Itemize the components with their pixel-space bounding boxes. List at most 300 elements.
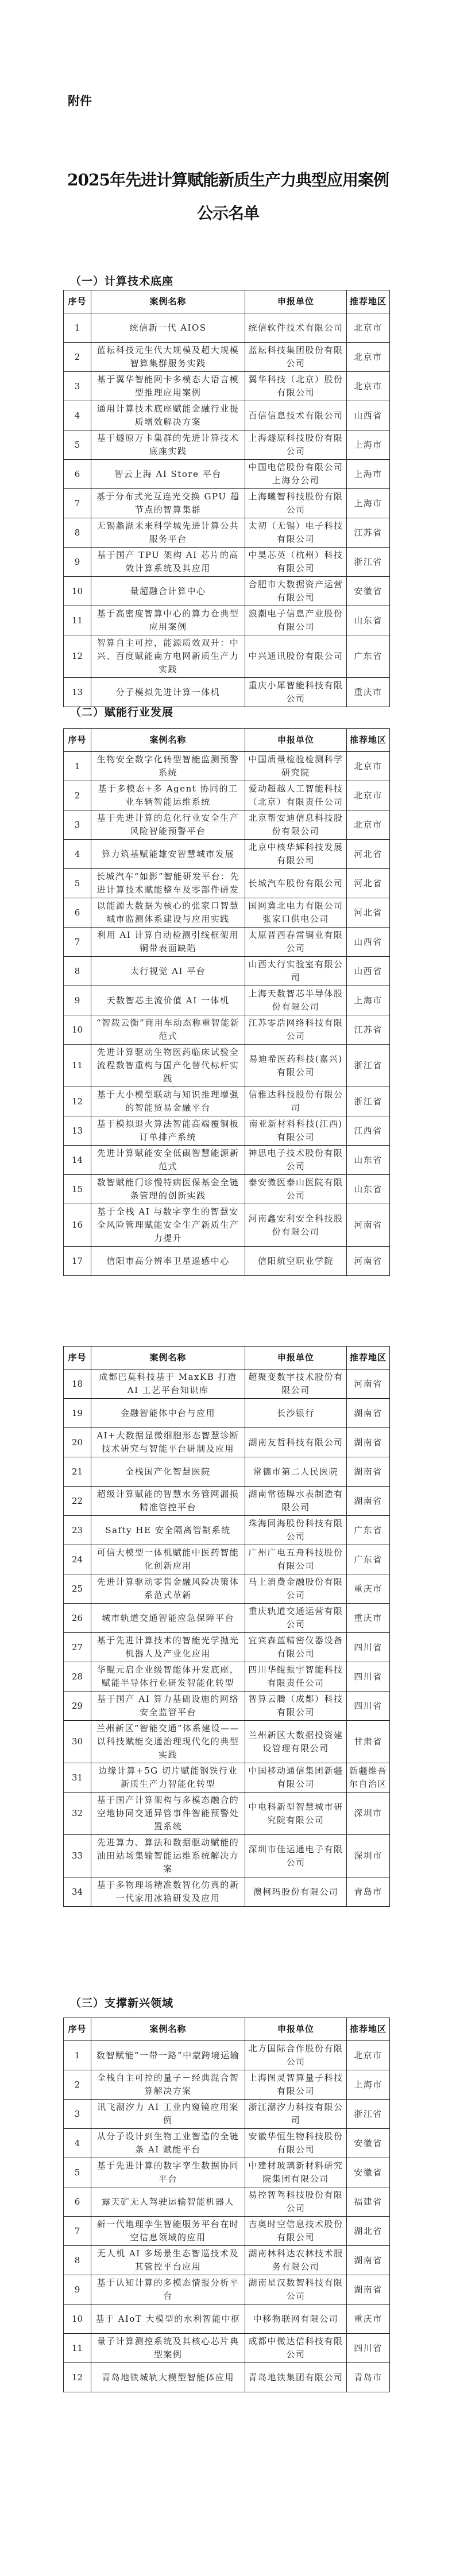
applicant-unit: 泰安微医泰山医院有限公司 [245,1175,347,1204]
row-index: 12 [64,2363,91,2392]
row-index: 9 [64,548,91,577]
row-index: 7 [64,489,91,518]
table-row [64,1662,390,1692]
case-name: 基于国产 TPU 架构 AI 芯片的高效计算系统及其应用 [91,548,245,577]
applicant-unit: 爱动超越人工智能科技（北京）有限责任公司 [245,781,347,810]
header-index: 序号 [64,290,91,313]
row-index: 6 [64,460,91,489]
case-name: 从分子设计到生物工业智造的全链条 AI 赋能平台 [91,2129,245,2158]
header-region: 推荐地区 [347,1347,390,1370]
row-index: 3 [64,810,91,840]
row-index: 3 [64,372,91,401]
recommended-region: 安徽省 [347,2158,390,2187]
recommended-region: 广东省 [347,1545,390,1574]
table-row [64,1087,390,1116]
case-name: 无锡蠡湖未来科学城先进计算公共服务平台 [91,518,245,548]
case-name: 先进算力、算法和数据驱动赋能的油田站场集输智能运维系统解决方案 [91,1835,245,1877]
recommended-region: 上海市 [347,986,390,1015]
recommended-region: 河北省 [347,869,390,898]
recommended-region: 江苏省 [347,1015,390,1045]
row-index: 7 [64,2217,91,2246]
case-name: 智算自主可控，能源质效双升：中兴、百度赋能南方电网新质生产力实践 [91,635,245,678]
case-name: 金融智能体中台与应用 [91,1399,245,1428]
header-case-name: 案例名称 [91,2018,245,2041]
table-header-row [64,290,390,313]
row-index: 18 [64,1370,91,1399]
recommended-region: 青岛市 [347,1877,390,1907]
applicant-unit: 中建材玻璃新材料研究院集团有限公司 [245,2158,347,2187]
row-index: 20 [64,1428,91,1457]
case-name: 量子计算测控系统及其核心芯片典型案例 [91,2334,245,2363]
recommended-region: 北京市 [347,313,390,343]
row-index: 1 [64,752,91,781]
recommended-region: 北京市 [347,781,390,810]
row-index: 22 [64,1487,91,1516]
header-case-name: 案例名称 [91,729,245,752]
recommended-region: 安徽省 [347,577,390,606]
recommended-region: 青岛市 [347,2363,390,2392]
recommended-region: 广东省 [347,1516,390,1545]
applicant-unit: 神思电子技术股份有限公司 [245,1146,347,1175]
applicant-unit: 长沙银行 [245,1399,347,1428]
header-index: 序号 [64,2018,91,2041]
recommended-region: 上海市 [347,489,390,518]
row-index: 6 [64,2187,91,2217]
recommended-region: 湖南省 [347,1428,390,1457]
case-name: 智云上海 AI Store 平台 [91,460,245,489]
table-row [64,1793,390,1835]
recommended-region: 福建省 [347,2187,390,2217]
recommended-region: 河南省 [347,1204,390,1247]
applicant-unit: 中国移动通信集团新疆有限公司 [245,1763,347,1793]
row-index: 25 [64,1574,91,1604]
row-index: 10 [64,1015,91,1045]
table-row [64,2246,390,2275]
case-name: 基于认知计算的多模态情报分析平台 [91,2275,245,2305]
table-row [64,518,390,548]
header-region: 推荐地区 [347,290,390,313]
applicant-unit: 成都中微达信科技有限公司 [245,2334,347,2363]
recommended-region: 上海市 [347,460,390,489]
applicant-unit: 北京帮安迪信息科技股份有限公司 [245,810,347,840]
applicant-unit: 南亚新材料科技(江西)有限公司 [245,1116,347,1146]
applicant-unit: 湖南林科达农林技术服务有限公司 [245,2246,347,2275]
table-header-row [64,2018,390,2041]
recommended-region: 北京市 [347,343,390,372]
table-row [64,2217,390,2246]
case-name: 先进计算驱动零售金融风险决策体系范式革新 [91,1574,245,1604]
recommended-region: 安徽省 [347,2129,390,2158]
recommended-region: 山东省 [347,1175,390,1204]
case-name: 成都巴莫科技基于 MaxKB 打造 AI 工艺平台知识库 [91,1370,245,1399]
case-name: AI+大数据显微细胞形态智慧诊断技术研究与智能平台研制及应用 [91,1428,245,1457]
table-row [64,2305,390,2334]
applicant-unit: 百信信息技术有限公司 [245,401,347,430]
recommended-region: 深圳市 [347,1793,390,1835]
recommended-region: 河南省 [347,1370,390,1399]
document-title: 2025年先进计算赋能新质生产力典型应用案例 [67,170,389,189]
table-row [64,401,390,430]
row-index: 12 [64,635,91,678]
recommended-region: 河北省 [347,898,390,928]
applicant-unit: 河南鑫安利安全科技股份有限公司 [245,1204,347,1247]
table-row [64,430,390,460]
row-index: 28 [64,1662,91,1692]
table-row [64,548,390,577]
recommended-region: 河南省 [347,1247,390,1276]
cases-table-section-2 [63,728,390,1276]
row-index: 5 [64,2158,91,2187]
row-index: 32 [64,1793,91,1835]
case-name: 无人机 AI 多场景生态智巡技术及其管控平台应用 [91,2246,245,2275]
applicant-unit: 中移物联网有限公司 [245,2305,347,2334]
applicant-unit: 广州广电五舟科技股份有限公司 [245,1545,347,1574]
case-name: 兰州新区“智能交通”体系建设——以科技赋能交通治理现代化的典型实践 [91,1721,245,1763]
case-name: 利用 AI 计算自动检测引线框架用铜带表面缺陷 [91,928,245,957]
case-name: 基于翼华智能网卡多模态大语言模型推理应用案例 [91,372,245,401]
table-row [64,869,390,898]
applicant-unit: 超聚变数字技术股份有限公司 [245,1370,347,1399]
row-index: 2 [64,343,91,372]
table-row [64,1763,390,1793]
row-index: 2 [64,781,91,810]
applicant-unit: 翼华科技（北京）股份有限公司 [245,372,347,401]
applicant-unit: 上海燧原科技股份有限公司 [245,430,347,460]
row-index: 11 [64,1045,91,1087]
row-index: 9 [64,986,91,1015]
table-row [64,1545,390,1574]
applicant-unit: 常德市第二人民医院 [245,1457,347,1487]
table-row [64,460,390,489]
row-index: 33 [64,1835,91,1877]
table-row [64,752,390,781]
table-row [64,2070,390,2100]
section-heading-emerging-fields: （三）支撑新兴领域 [70,1997,174,2009]
cases-table-section-2-continued [63,1346,390,1907]
attachment-label: 附件 [68,94,92,108]
row-index: 24 [64,1545,91,1574]
recommended-region: 新疆维吾尔自治区 [347,1763,390,1793]
table-row [64,781,390,810]
table-row [64,1204,390,1247]
header-region: 推荐地区 [347,729,390,752]
row-index: 5 [64,430,91,460]
row-index: 34 [64,1877,91,1907]
applicant-unit: 信雅达科技股份有限公司 [245,1087,347,1116]
table-row [64,1457,390,1487]
applicant-unit: 兰州新区大数据投资建设管理有限公司 [245,1721,347,1763]
case-name: 数智赋能“一带一路”中蒙跨境运输 [91,2041,245,2070]
applicant-unit: 湖南星汉数智科技有限公司 [245,2275,347,2305]
case-name: 太行视觉 AI 平台 [91,957,245,986]
table-row [64,2363,390,2392]
header-applicant: 申报单位 [245,290,347,313]
case-name: 先进计算赋能安全低碳智慧能源新范式 [91,1146,245,1175]
case-name: 全栈国产化智慧医院 [91,1457,245,1487]
applicant-unit: 青岛地铁集团有限公司 [245,2363,347,2392]
row-index: 2 [64,2070,91,2100]
table-row [64,577,390,606]
applicant-unit: 上海曦智科技股份有限公司 [245,489,347,518]
table-row [64,635,390,678]
section-heading-computing-foundation: （一）计算技术底座 [70,275,174,288]
row-index: 9 [64,2275,91,2305]
case-name: “智载云衡”商用车动态称重智能新范式 [91,1015,245,1045]
case-name: 露天矿无人驾驶运输智能机器人 [91,2187,245,2217]
table-row [64,343,390,372]
table-row [64,986,390,1015]
case-name: 以能源大数据为核心的张家口智慧城市监测体系建设与应用实践 [91,898,245,928]
case-name: 城市轨道交通智能应急保障平台 [91,1604,245,1633]
row-index: 13 [64,678,91,707]
cases-table-section-1 [63,290,390,707]
case-name: 基于大小模型联动与知识推理增强的智能贸易金融平台 [91,1087,245,1116]
applicant-unit: 中昊芯英（杭州）科技有限公司 [245,548,347,577]
applicant-unit: 湖南常德牌水表制造有限公司 [245,1487,347,1516]
case-name: 可信大模型一体机赋能中医药智能化创新应用 [91,1545,245,1574]
row-index: 5 [64,869,91,898]
recommended-region: 甘肃省 [347,1721,390,1763]
table-row [64,1574,390,1604]
row-index: 21 [64,1457,91,1487]
table-row [64,1835,390,1877]
applicant-unit: 中兴通讯股份有限公司 [245,635,347,678]
case-name: 分子模拟先进计算一体机 [91,678,245,707]
applicant-unit: 易迪希医药科技(嘉兴)有限公司 [245,1045,347,1087]
recommended-region: 四川省 [347,1662,390,1692]
case-name: 基于先进计算技术的智能光学抛光机器人及产业化应用 [91,1633,245,1662]
applicant-unit: 智算云腾（成都）科技有限公司 [245,1692,347,1721]
table-row [64,810,390,840]
case-name: 长城汽车“如影”智能研发平台：先进计算技术赋能整车及零部件研发 [91,869,245,898]
applicant-unit: 太原晋西春雷铜业有限公司 [245,928,347,957]
case-name: 全栈自主可控的量子－经典混合智算解决方案 [91,2070,245,2100]
applicant-unit: 上海图灵智算量子科技有限公司 [245,2070,347,2100]
table-row [64,1877,390,1907]
recommended-region: 湖北省 [347,2217,390,2246]
table-row [64,2187,390,2217]
case-name: 基于模拟退火算法智能高端覆铜板订单排产系统 [91,1116,245,1146]
header-index: 序号 [64,1347,91,1370]
applicant-unit: 马上消费金融股份有限公司 [245,1574,347,1604]
header-applicant: 申报单位 [245,1347,347,1370]
recommended-region: 北京市 [347,372,390,401]
row-index: 11 [64,606,91,635]
table-row [64,1721,390,1763]
row-index: 8 [64,2246,91,2275]
recommended-region: 四川省 [347,2334,390,2363]
table-row [64,840,390,869]
applicant-unit: 重庆轨道交通运营有限公司 [245,1604,347,1633]
row-index: 27 [64,1633,91,1662]
row-index: 7 [64,928,91,957]
recommended-region: 湖南省 [347,1457,390,1487]
table-row [64,2129,390,2158]
table-row [64,957,390,986]
case-name: 量超融合计算中心 [91,577,245,606]
recommended-region: 湖南省 [347,1487,390,1516]
applicant-unit: 太初（无锡）电子科技有限公司 [245,518,347,548]
applicant-unit: 宜宾森蓝精密仪器设备有限公司 [245,1633,347,1662]
row-index: 14 [64,1146,91,1175]
table-row [64,1428,390,1457]
row-index: 23 [64,1516,91,1545]
case-name: Safty HE 安全隔离管制系统 [91,1516,245,1545]
header-applicant: 申报单位 [245,729,347,752]
applicant-unit: 江苏零浩网络科技有限公司 [245,1015,347,1045]
table-row [64,489,390,518]
row-index: 1 [64,2041,91,2070]
row-index: 10 [64,577,91,606]
recommended-region: 山东省 [347,606,390,635]
case-name: 统信新一代 AIOS [91,313,245,343]
recommended-region: 上海市 [347,2070,390,2100]
row-index: 30 [64,1721,91,1763]
case-name: 算力筑基赋能雄安智慧城市发展 [91,840,245,869]
row-index: 6 [64,898,91,928]
row-index: 29 [64,1692,91,1721]
case-name: 信阳市高分辨率卫星遥感中心 [91,1247,245,1276]
row-index: 19 [64,1399,91,1428]
case-name: 蓝耘科技元生代大规模及超大规模智算集群服务实践 [91,343,245,372]
row-index: 10 [64,2305,91,2334]
recommended-region: 重庆市 [347,1604,390,1633]
header-region: 推荐地区 [347,2018,390,2041]
table-row [64,1633,390,1662]
applicant-unit: 湖南友哲科技有限公司 [245,1428,347,1457]
row-index: 16 [64,1204,91,1247]
table-row [64,2100,390,2129]
recommended-region: 湖南省 [347,1399,390,1428]
case-name: 基于先进计算的危化行业安全生产风险智能预警平台 [91,810,245,840]
applicant-unit: 上海天数智芯半导体股份有限公司 [245,986,347,1015]
table-row [64,898,390,928]
applicant-unit: 浪潮电子信息产业股份有限公司 [245,606,347,635]
table-row [64,928,390,957]
applicant-unit: 中电科新型智慧城市研究院有限公司 [245,1793,347,1835]
recommended-region: 浙江省 [347,1045,390,1087]
table-row [64,606,390,635]
row-index: 4 [64,401,91,430]
recommended-region: 重庆市 [347,2305,390,2334]
recommended-region: 浙江省 [347,1087,390,1116]
document-subtitle: 公示名单 [196,204,259,223]
case-name: 天数智芯主流价值 AI 一体机 [91,986,245,1015]
row-index: 4 [64,2129,91,2158]
case-name: 超级计算赋能的智慧水务管网漏损精准管控平台 [91,1487,245,1516]
case-name: 基于全栈 AI 与数字孪生的智慧安全风险管理赋能安全生产新质生产力提升 [91,1204,245,1247]
recommended-region: 山西省 [347,401,390,430]
applicant-unit: 深圳市佳运通电子有限公司 [245,1835,347,1877]
row-index: 13 [64,1116,91,1146]
recommended-region: 浙江省 [347,2100,390,2129]
table-row [64,2275,390,2305]
table-header-row [64,1347,390,1370]
table-row [64,1247,390,1276]
recommended-region: 四川省 [347,1633,390,1662]
row-index: 8 [64,957,91,986]
case-name: 数智赋能门诊慢特病医保基金全链条管理的创新实践 [91,1175,245,1204]
table-header-row [64,729,390,752]
recommended-region: 湖南省 [347,2246,390,2275]
applicant-unit: 国网冀北电力有限公司张家口供电公司 [245,898,347,928]
case-name: 基于 AIoT 大模型的水利智能中枢 [91,2305,245,2334]
header-case-name: 案例名称 [91,1347,245,1370]
recommended-region: 江苏省 [347,518,390,548]
case-name: 基于国产计算架构与多模态融合的空地协同交通异管事件智能预警处置系统 [91,1793,245,1835]
case-name: 基于先进计算的数字孪生数据协同平台 [91,2158,245,2187]
applicant-unit: 统信软件技术有限公司 [245,313,347,343]
row-index: 1 [64,313,91,343]
applicant-unit: 合肥市大数据资产运营有限公司 [245,577,347,606]
recommended-region: 四川省 [347,1692,390,1721]
applicant-unit: 珠海同海股份科技有限公司 [245,1516,347,1545]
recommended-region: 北京市 [347,2041,390,2070]
table-row [64,1175,390,1204]
case-name: 基于分布式光互连光交换 GPU 超节点的智算集群 [91,489,245,518]
header-case-name: 案例名称 [91,290,245,313]
table-row [64,2158,390,2187]
recommended-region: 深圳市 [347,1835,390,1877]
recommended-region: 广东省 [347,635,390,678]
applicant-unit: 四川华鲲振宇智能科技有限责任公司 [245,1662,347,1692]
recommended-region: 北京市 [347,810,390,840]
table-row [64,1045,390,1087]
row-index: 31 [64,1763,91,1793]
case-name: 青岛地铁城轨大模型智能体应用 [91,2363,245,2392]
table-row [64,1692,390,1721]
case-name: 先进计算驱动生物医药临床试验全流程数智重构与国产化替代标杆实践 [91,1045,245,1087]
case-name: 边缘计算+5G 切片赋能钢铁行业新质生产力智能化转型 [91,1763,245,1793]
applicant-unit: 北方国际合作股份有限公司 [245,2041,347,2070]
case-name: 基于多模态+多 Agent 协同的工业车辆智能运维系统 [91,781,245,810]
header-applicant: 申报单位 [245,2018,347,2041]
table-row [64,1116,390,1146]
table-row [64,678,390,707]
recommended-region: 山西省 [347,957,390,986]
row-index: 15 [64,1175,91,1204]
case-name: 生物安全数字化转型智能监测预警系统 [91,752,245,781]
row-index: 3 [64,2100,91,2129]
cases-table-section-3 [63,2018,390,2392]
table-row [64,313,390,343]
table-row [64,1516,390,1545]
recommended-region: 浙江省 [347,548,390,577]
section-heading-industry-empowerment: （二）赋能行业发展 [70,706,174,719]
row-index: 8 [64,518,91,548]
applicant-unit: 安徽华恒生物科技股份有限公司 [245,2129,347,2158]
applicant-unit: 中国质量检验检测科学研究院 [245,752,347,781]
row-index: 11 [64,2334,91,2363]
recommended-region: 江西省 [347,1116,390,1146]
table-row [64,1370,390,1399]
case-name: 新一代地理孪生智能服务平台在时空信息领域的应用 [91,2217,245,2246]
header-index: 序号 [64,729,91,752]
applicant-unit: 吉奥时空信息技术股份有限公司 [245,2217,347,2246]
applicant-unit: 蓝耘科技集团股份有限公司 [245,343,347,372]
recommended-region: 北京市 [347,752,390,781]
applicant-unit: 长城汽车股份有限公司 [245,869,347,898]
applicant-unit: 重庆小犀智能科技有限公司 [245,678,347,707]
table-row [64,1604,390,1633]
table-row [64,1015,390,1045]
table-row [64,1399,390,1428]
recommended-region: 上海市 [347,430,390,460]
case-name: 基于国产 AI 算力基础设施的网络安全监管平台 [91,1692,245,1721]
table-row [64,2041,390,2070]
table-row [64,2334,390,2363]
row-index: 4 [64,840,91,869]
